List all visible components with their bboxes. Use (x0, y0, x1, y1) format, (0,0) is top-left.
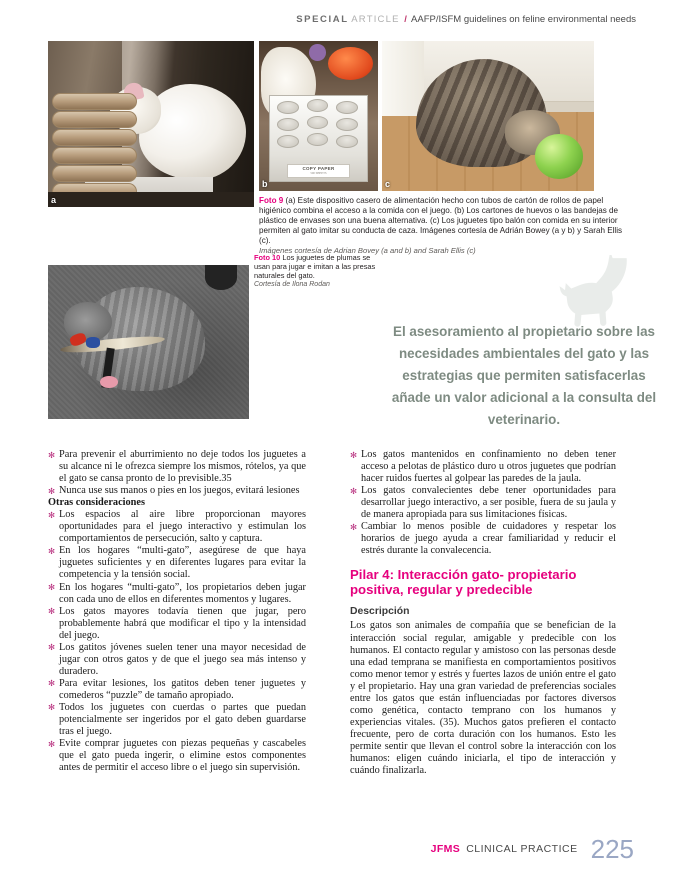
section-heading-pilar-4: Pilar 4: Interacción gato- propietario positiva, regular y predecible (350, 567, 577, 597)
footer-journal-name: JFMS (430, 843, 461, 855)
photo-b-cup-tray (269, 95, 369, 182)
photo-white-cat-toilet-roll-feeder (48, 41, 254, 207)
caption-foto-10-text: Los juguetes de plumas se usan para jugar e imitan a las presas naturales del gato. (254, 253, 376, 280)
list-item: ✻ Los gatitos jóvenes suelen tener una mayor necesidad de jugar con otros gatos y de que el juego sea más intenso y duradero. (48, 642, 306, 678)
photo-a-tube-stack (52, 83, 151, 203)
photo-a-tube (52, 111, 137, 128)
photo-b-cup (307, 116, 329, 129)
list-item: ✻ Los espacios al aire libre proporcionan mayores oportunidades para el juego interactivo y estimulan los comportamientos de persecución, salto y captura. (48, 509, 306, 545)
caption-foto-9-lead: Foto 9 (259, 196, 284, 205)
caption-foto-10-lead: Foto 10 (254, 253, 281, 262)
photo-c-green-food-ball (535, 134, 584, 179)
body-column-left (48, 449, 306, 774)
photo-a-tube (52, 129, 137, 146)
photo-panel-label-b: b (262, 179, 268, 189)
photo-b-box-label-title: COPY PAPER (302, 166, 335, 172)
caption-foto-10-english: Cortesía de Ilona Rodan (254, 281, 330, 288)
photo-b-cup (277, 135, 299, 148)
photo-a-tube (52, 147, 137, 164)
list-item: ✻ En los hogares “multi-gato”, los propietarios deben jugar con cada uno de ellos en diferentes momentos y lugares. (48, 582, 306, 606)
description-paragraph: Los gatos son animales de compañía que se benefician de la interacción social regular, amigable y predecible con los humanos. El contacto regular y amistoso con las personas desde una edad temprana se manifiesta en comportamientos positivos como menor temor y estrés y fuertes lazos de unión entre el gato y el propietario. Hay una gran variedad de preferencias sociales entre los gatos que están influenciadas por factores diversos como genética, contacto temprano con los humanos y experiencias vitales. (35). Muchos gatos prefieren el contacto frecuente, pero de corta duración con los humanos. Esto les permite sentir que llevan el control sobre la interacción con los humanos: eligen cuándo iniciarla, el tipo de interacción y cuándo finalizarla. (350, 620, 616, 777)
caption-foto-9 (259, 196, 631, 256)
photo-b-cup (336, 101, 358, 114)
photo-b-box-label-sub: 500 SHEETS (310, 171, 327, 176)
list-item: ✻ Para evitar lesiones, los gatitos deben tener juguetes y comederos “puzzle” de tamaño apropiado. (48, 678, 306, 702)
running-head (0, 14, 676, 25)
list-item: ✻ Nunca use sus manos o pies en los juegos, evitará lesiones (48, 485, 306, 497)
photo-b-cup (307, 133, 329, 146)
list-item: ✻ Los gatos convalecientes debe tener oportunidades para desarrollar juego interactivo, a ser posible, fuera de su jaula y de manera apropiada para sus limitaciones físicas. (350, 485, 616, 521)
body-column-right (350, 449, 616, 777)
photo-b-cup (277, 101, 299, 114)
list-item: ✻ Los gatos mantenidos en confinamiento no deben tener acceso a pelotas de plástico duro u otros juguetes que podrían hacer ruidos fuertes al golpear las paredes de la jaula. (350, 449, 616, 485)
photo-panel-label-c: c (385, 179, 391, 189)
list-item: ✻ Cambiar lo menos posible de cuidadores y respetar los horarios de juego ayuda a crear familiaridad y reducir el estrés durante la convalecencia. (350, 521, 616, 557)
photo-d-dark-corner (205, 265, 237, 290)
photo-b-cup (277, 118, 299, 131)
photo-b-cup (336, 135, 358, 148)
photo-b-orange-bowl (328, 47, 373, 80)
running-head-title: AAFP/ISFM guidelines on feline environmental needs (411, 14, 636, 25)
running-head-special: SPECIAL (296, 14, 349, 25)
list-item: ✻ Evite comprar juguetes con piezas pequeñas y cascabeles que el gato pueda ingerir, o elimine estos componentes antes de permitir el acceso libre o el juego sin supervisión. (48, 738, 306, 774)
caption-foto-9-english: Imágenes cortesía de Adrian Bovey (a and b) and Sarah Ellis (c) (259, 246, 476, 256)
running-head-article: ARTICLE (351, 14, 400, 25)
footer-section-name: CLINICAL PRACTICE (466, 843, 578, 855)
subheading-descripcion: Descripción (350, 606, 410, 618)
caption-foto-9-text: (a) Este dispositivo casero de alimentación hecho con tubos de cartón de rollos de papel higiénico combina el acceso a la comida con el juego. (b) Los cartones de huevos o las bandejas de plástico de envases son una buena alternativa. (c) Los juguetes tipo balón con comida en su interior permiten al gato imitar su conducta de caza. Imágenes cortesía de Adrián Bowey (a y b) y Sarah Ellis (c). (259, 196, 623, 245)
page-number: 225 (590, 834, 634, 864)
list-item: ✻ En los hogares “multi-gato”, asegúrese de que haya juguetes suficientes y en diferentes lugares para evitar la competencia y la tensión social. (48, 545, 306, 581)
photo-panel-label-a: a (51, 195, 57, 205)
photo-b-box-label (287, 164, 350, 178)
running-head-slash: / (404, 14, 407, 25)
photo-b-purple-toy (309, 44, 326, 61)
caption-foto-10 (254, 253, 382, 289)
photo-c-white-column (382, 41, 424, 116)
page-footer (0, 834, 676, 865)
photo-a-tube (52, 165, 137, 182)
photo-b-cup (336, 118, 358, 131)
list-item: ✻ Los gatos mayores todavía tienen que jugar, pero probablemente habrá que modificar el tipo y la intensidad del juego. (48, 606, 306, 642)
list-item: ✻ Todos los juguetes con cuerdas o partes que puedan potencialmente ser ingeridos por el gato deben guardarse tras el juego. (48, 702, 306, 738)
photo-b-cup (307, 99, 329, 112)
pull-quote: El asesoramiento al propietario sobre las necesidades ambientales del gato y las estrategias que permiten satisfacerlas añade un valor adicional a la consulta del veterinario. (391, 324, 657, 427)
photo-cat-paw-in-cup-tray-feeder (259, 41, 378, 191)
photo-grey-kitten-with-feather-wand-toy (48, 265, 249, 419)
photo-tabby-cat-with-green-food-ball (382, 41, 594, 191)
photo-a-tube (52, 93, 137, 110)
list-item: ✻ Para prevenir el aburrimiento no deje todos los juguetes a su alcance ni le ofrezca siempre los mismos, rótelos, ya que el gato se cansa pronto de lo previsible.35 (48, 449, 306, 485)
photo-d-blue-feather-tip (86, 337, 100, 348)
subheading-otras-consideraciones: Otras consideraciones (48, 497, 145, 509)
photo-a-floor (48, 192, 254, 207)
